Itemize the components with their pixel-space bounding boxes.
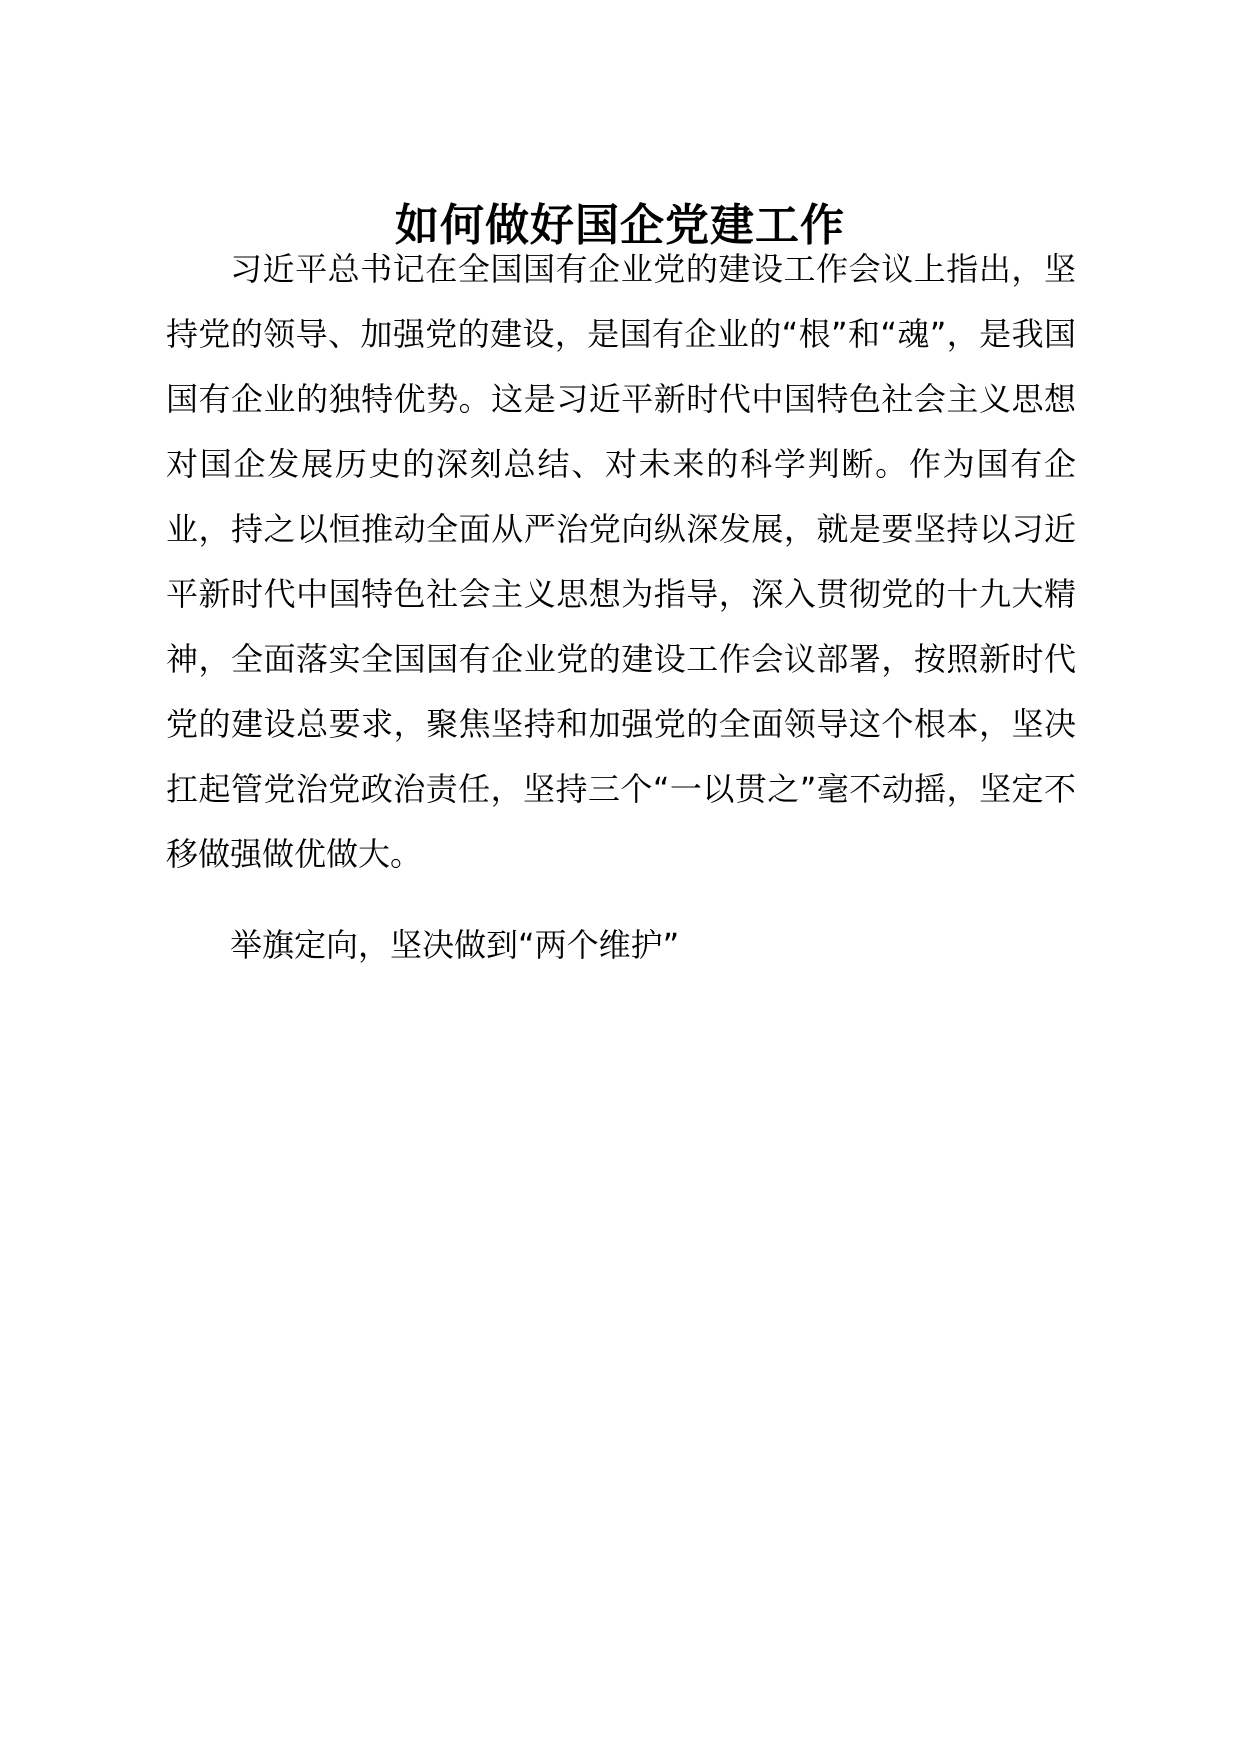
body-paragraph: 习近平总书记在全国国有企业党的建设工作会议上指出，坚持党的领导、加强党的建设，是国有企业的“根”和“魂”，是我国国有企业的独特优势。这是习近平新时代中国特色社会主义思想对国企发展历史的深刻总结、对未来的科学判断。作为国有企业，持之以恒推动全面从严治党向纵深发展，就是要坚持以习近平新时代中国特色社会主义思想为指导，深入贯彻党的十九大精神，全面落实全国国有企业党的建设工作会议部署，按照新时代党的建设总要求，聚焦坚持和加强党的全面领导这个根本，坚决扛起管党治党政治责任，坚持三个“一以贯之”毫不动摇，坚定不移做强做优做大。 [166, 250, 1076, 873]
document-title: 如何做好国企党建工作 [395, 200, 845, 251]
section-heading: 举旗定向，坚决做到“两个维护” [230, 926, 680, 964]
